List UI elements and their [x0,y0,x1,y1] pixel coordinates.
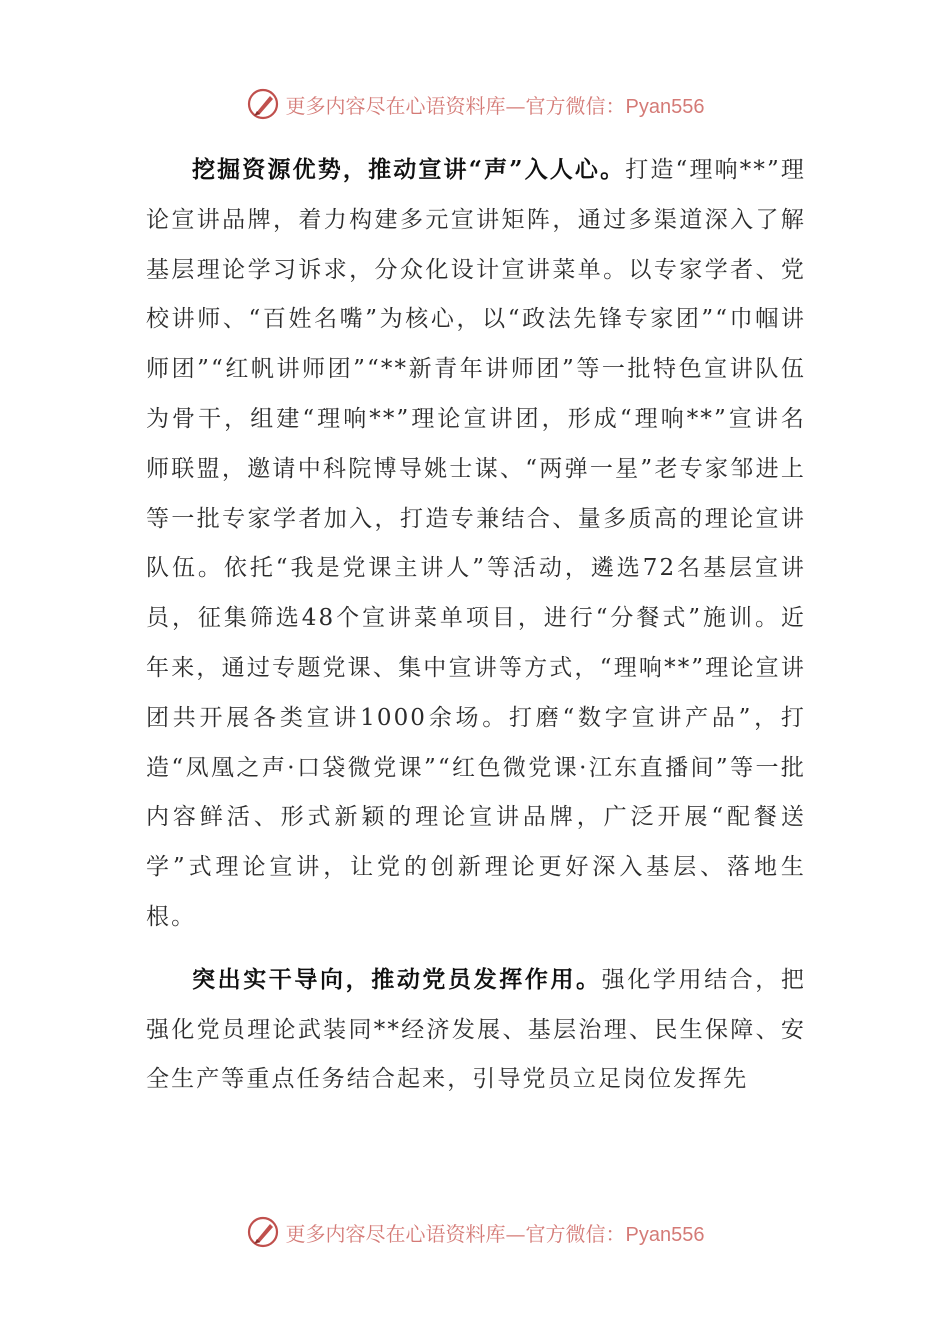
paragraph-lead: 突出实干导向，推动党员发挥作用。 [192,965,602,993]
wechat-id: Pyan556 [625,1223,705,1246]
paragraph-body: 强化学用结合，把强化党员理论武装同**经济发展、基层治理、民生保障、安全生产等重点任务结合起来，引导党员立足岗位发挥先 [146,966,806,1093]
banner-label: 更多内容尽在心语资料库—官方微信： [285,93,626,118]
paragraph-body: 打造“理响**”理论宣讲品牌，着力构建多元宣讲矩阵，通过多渠道深入了解基层理论学习诉求，分众化设计宣讲菜单。以专家学者、党校讲师、“百姓名嘴”为核心，以“政法先锋专家团”“巾帼讲师团”“红帆讲师团”“**新青年讲师团”等一批特色宣讲队伍为骨干，组建“理响**”理论宣讲团，形成“理响**”宣讲名师联盟，邀请中科院博导姚士谋、“两弹一星”老专家邹进上等一批专家学者加入，打造专兼结合、量多质高的理论宣讲队伍。依托“我是党课主讲人”等活动，遴选72名基层宣讲员，征集筛选48个宣讲菜单项目，进行“分餐式”施训。近年来，通过专题党课、集中宣讲等方式，“理响**”理论宣讲团共开展各类宣讲1000余场。打磨“数字宣讲产品”，打造“凤凰之声·口袋微党课”“红色微党课·江东直播间”等一批内容鲜活、形式新颖的理论宣讲品牌，广泛开展“配餐送学”式理论宣讲，让党的创新理论更好深入基层、落地生根。 [146,157,806,930]
header-banner [0,84,950,124]
document-body [146,145,806,1105]
banner-text [286,1218,705,1247]
paragraph-lead: 挖掘资源优势，推动宣讲“声”入人心。 [192,156,626,183]
wechat-id: Pyan556 [625,95,705,118]
footer-banner [0,1212,950,1252]
banner-label: 更多内容尽在心语资料库—官方微信： [285,1221,626,1246]
pen-logo-icon [246,87,280,121]
pen-logo-icon [246,1215,280,1249]
paragraph [146,145,806,943]
banner-text [286,90,705,119]
paragraph [146,955,806,1105]
